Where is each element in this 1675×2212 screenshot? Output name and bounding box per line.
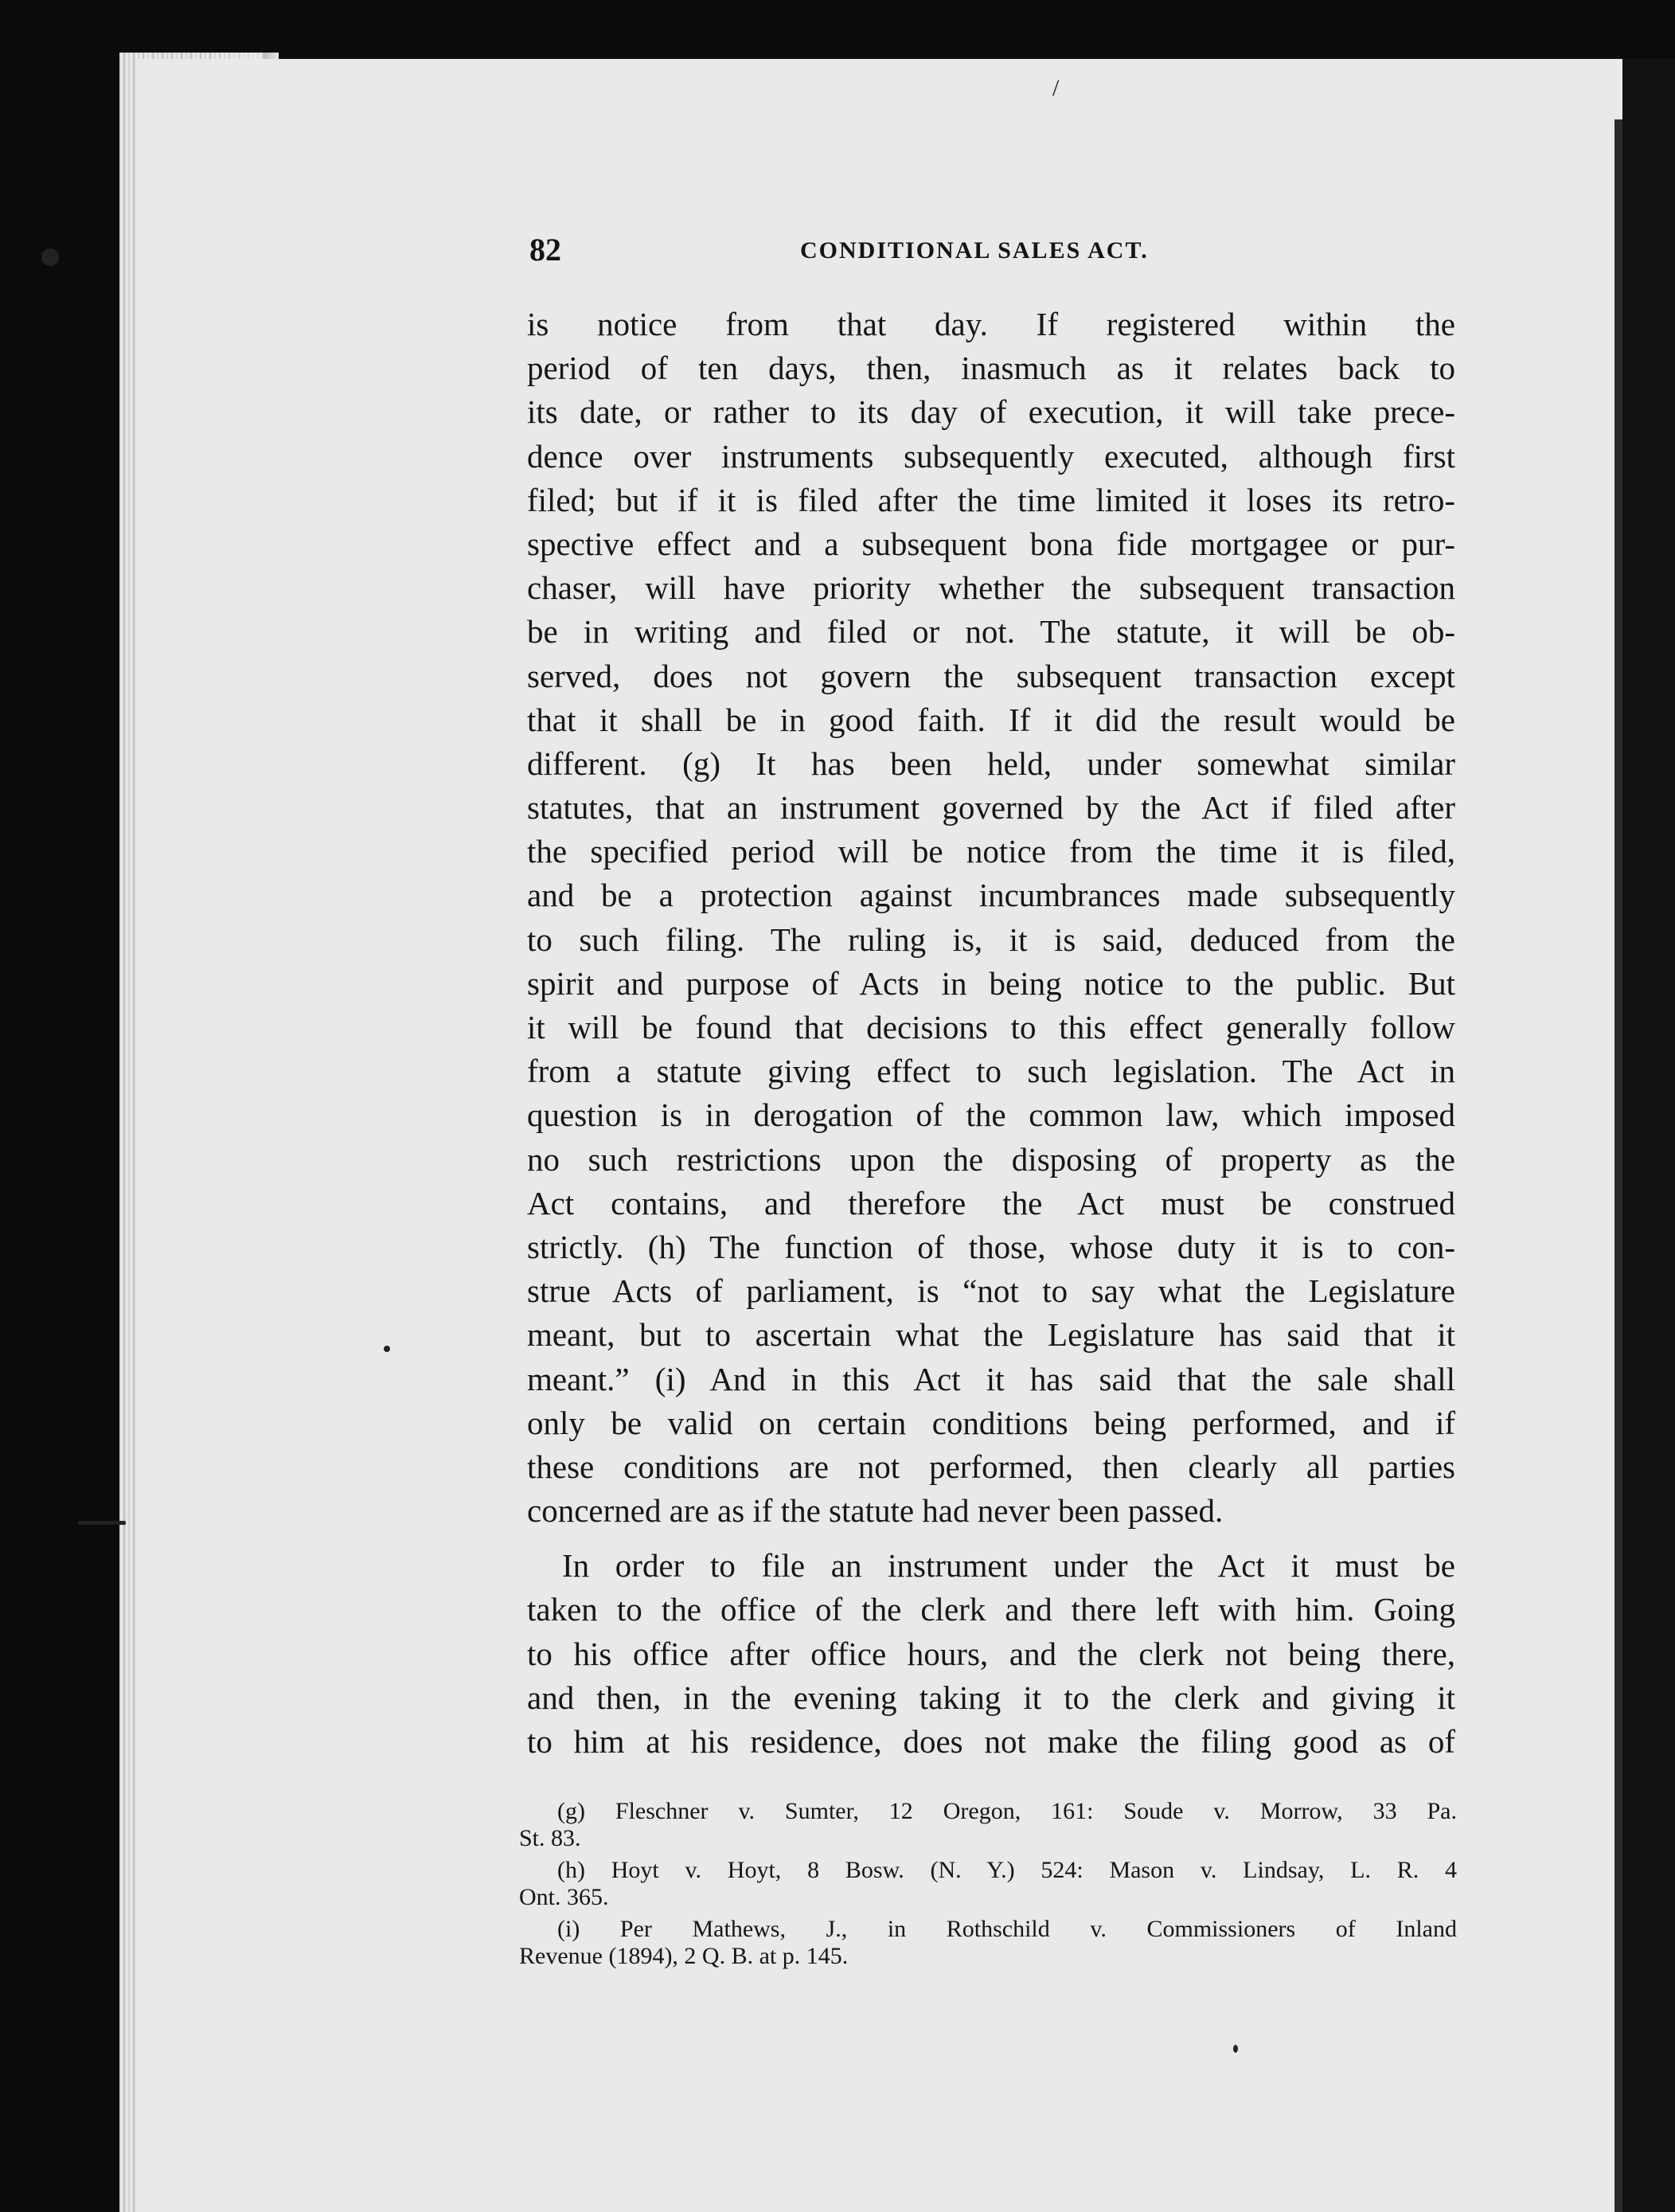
text-line: statutes, that an instrument governed by the Act if filed after (527, 789, 1455, 827)
text-line: chaser, will have priority whether the subsequent transaction (527, 569, 1455, 607)
footnote-g (519, 1798, 1457, 1852)
text-line: spective effect and a subsequent bona fide mortgagee or pur- (527, 525, 1455, 562)
text-line: is notice from that day. If registered within the (527, 306, 1455, 342)
gutter-fade (207, 53, 279, 2212)
footnote-h (519, 1857, 1457, 1911)
footnote-line: Ont. 365. (519, 1884, 609, 1910)
text-line: the specified period will be notice from the time it is filed, (527, 833, 1455, 870)
scan-speck (1233, 2045, 1238, 2053)
text-line: filed; but if it is filed after the time limited it loses its retro- (527, 481, 1455, 518)
text-line: Act contains, and therefore the Act must be construed (527, 1184, 1455, 1221)
scan-speck (41, 248, 59, 266)
paragraph-1 (527, 303, 1455, 1533)
text-line: its date, or rather to its day of execution, it will take prece- (527, 393, 1455, 431)
text-line: served, does not govern the subsequent transaction except (527, 657, 1455, 694)
text-line: concerned are as if the statute had never been passed. (527, 1492, 1224, 1530)
text-line: different. (g) It has been held, under somewhat similar (527, 744, 1455, 782)
tick-mark: / (1052, 75, 1060, 101)
footnotes (519, 1798, 1457, 1975)
footnote-line: (h) Hoyt v. Hoyt, 8 Bosw. (N. Y.) 524: Mason v. Lindsay, L. R. 4 (557, 1857, 1457, 1883)
paragraph-2 (527, 1544, 1455, 1764)
body-text (527, 303, 1455, 1764)
text-line: meant.” (i) And in this Act it has said that the sale shall (527, 1360, 1455, 1397)
text-line: and be a protection against incumbrances made subsequently (527, 877, 1455, 914)
right-scan-border (1622, 59, 1675, 2212)
text-line: to him at his residence, does not make the filing good as of (527, 1723, 1455, 1760)
text-line: to such filing. The ruling is, it is said, deduced from the (527, 920, 1455, 958)
text-line: these conditions are not performed, then clearly all parties (527, 1448, 1455, 1485)
footnote-line: (i) Per Mathews, J., in Rothschild v. Commissioners of Inland (557, 1916, 1457, 1942)
text-line: period of ten days, then, inasmuch as it relates back to (527, 350, 1455, 387)
page-number: 82 (529, 232, 561, 268)
text-line: no such restrictions upon the disposing of property as the (527, 1140, 1455, 1178)
text-line: strue Acts of parliament, is “not to say what the Legislature (527, 1272, 1455, 1310)
page-header (529, 231, 1469, 279)
scan-speck (384, 1346, 390, 1352)
footnote-line: St. 83. (519, 1825, 581, 1851)
footnote-line: (g) Fleschner v. Sumter, 12 Oregon, 161: Soude v. Morrow, 33 Pa. (557, 1798, 1457, 1824)
text-line: it will be found that decisions to this effect generally follow (527, 1009, 1455, 1045)
text-line: strictly. (h) The function of those, whose duty it is to con- (527, 1228, 1455, 1265)
text-line: that it shall be in good faith. If it did the result would be (527, 701, 1455, 738)
text-line: and then, in the evening taking it to the clerk and giving it (527, 1679, 1455, 1716)
running-head: CONDITIONAL SALES ACT. (800, 237, 1149, 264)
paragraph-gap (527, 1533, 1455, 1544)
text-line: to his office after office hours, and the clerk not being there, (527, 1635, 1455, 1672)
text-line: taken to the office of the clerk and there left with him. Going (527, 1591, 1455, 1628)
text-line: dence over instruments subsequently executed, although first (527, 437, 1455, 475)
scan-speck (78, 1521, 126, 1525)
text-line: only be valid on certain conditions being performed, and if (527, 1404, 1455, 1441)
text-line: In order to file an instrument under the Act it must be (562, 1547, 1455, 1585)
right-page-shadow (1614, 119, 1622, 2212)
text-line: from a statute giving effect to such legislation. The Act in (527, 1053, 1455, 1090)
text-line: spirit and purpose of Acts in being notice to the public. But (527, 964, 1455, 1002)
footnote-line: Revenue (1894), 2 Q. B. at p. 145. (519, 1943, 849, 1969)
footnote-i (519, 1916, 1457, 1970)
text-line: meant, but to ascertain what the Legislature has said that it (527, 1316, 1455, 1354)
text-line: be in writing and filed or not. The statute, it will be ob- (527, 613, 1455, 651)
text-line: question is in derogation of the common law, which imposed (527, 1096, 1455, 1134)
